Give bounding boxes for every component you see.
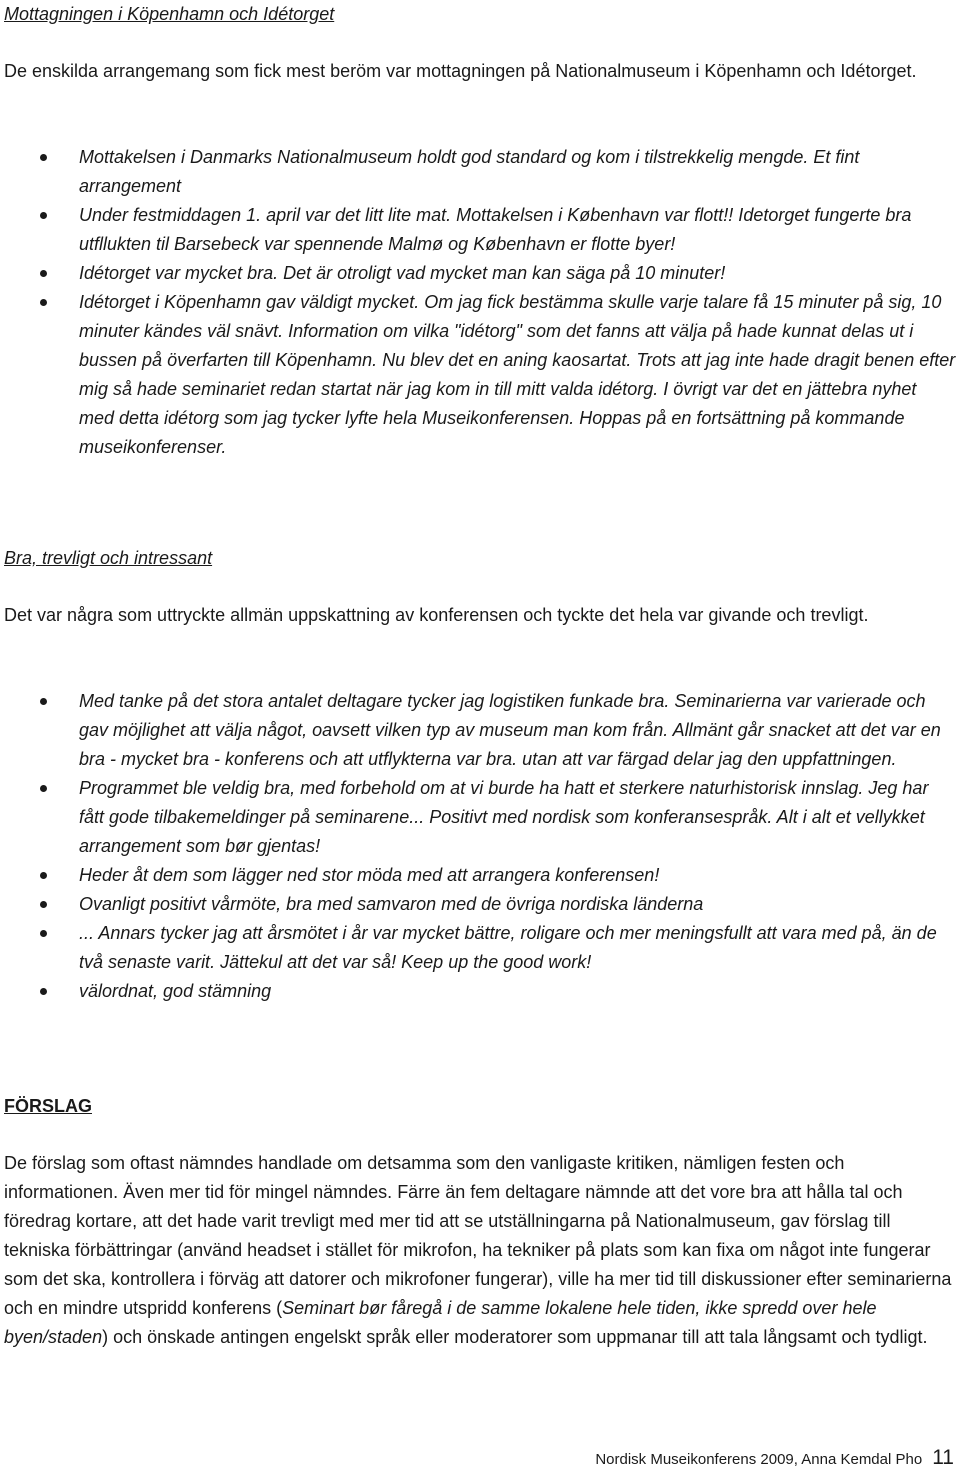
bullet-icon	[40, 785, 47, 792]
bullet-icon	[40, 270, 47, 277]
bullet-icon	[40, 299, 47, 306]
italic-quote: Seminart bør fåregå i de samme lokalene hele tiden, ikke spredd over hele byen/staden	[4, 1298, 877, 1347]
list-item: Idétorget i Köpenhamn gav väldigt mycket. Om jag fick bestämma skulle varje talare få 15 minuter på sig, 10 minuter kändes väl snävt. Information om vilka "idétorg" som det fanns att välja på hade kunnat delas ut i bussen på överfarten till Köpenhamn. Nu blev det en aning kaosartat. Trots att jag inte hade dragit benen efter mig så hade seminariet redan startat när jag kom in till mitt valda idétorg. I övrigt var det en jättebra nyhet med detta idétorg som jag tycker lyfte hela Museikonferensen. Hoppas på en fortsättning på kommande museikonferenser.	[0, 288, 956, 462]
list-item: Idétorget var mycket bra. Det är otroligt vad mycket man kan säga på 10 minuter!	[0, 259, 956, 288]
page-footer	[595, 1446, 954, 1470]
section-heading-suggestions: FÖRSLAG	[4, 1096, 92, 1116]
list-item: Mottakelsen i Danmarks Nationalmuseum holdt god standard og kom i tilstrekkelig mengde. Et fint arrangement	[0, 143, 956, 201]
bullet-icon	[40, 698, 47, 705]
bullet-list-appreciation	[0, 687, 956, 1006]
bullet-list-reception	[0, 143, 956, 462]
page-number: 11	[932, 1446, 954, 1469]
section-heading-reception: Mottagningen i Köpenhamn och Idétorget	[4, 4, 335, 24]
section-intro-reception: De enskilda arrangemang som fick mest beröm var mottagningen på Nationalmuseum i Köpenhamn och Idétorget.	[4, 61, 917, 81]
list-item: Med tanke på det stora antalet deltagare tycker jag logistiken funkade bra. Seminarierna var varierade och gav möjlighet att välja något, oavsett vilken typ av museum man kom från. Allmänt går snacket att det var en bra - mycket bra - konferens och att utflykterna var bra. utan att var färgad delar jag den uppfattningen.	[0, 687, 956, 774]
section-body-suggestions: De förslag som oftast nämndes handlade om detsamma som den vanligaste kritiken, nämligen festen och informationen. Även mer tid för mingel nämndes. Färre än fem deltagare nämnde att det vore bra att hålla tal och föredrag kortare, att det hade varit trevligt med mer tid att se utställningarna på Nationalmuseum, gav förslag till tekniska förbättringar (använd headset i stället för mikrofon, ha tekniker på plats som kan fixa om något inte fungerar som det ska, kontrollera i förväg att datorer och mikrofoner fungerar), ville ha mer tid till diskussioner efter seminarierna och en mindre utspridd konferens (Seminart bør fåregå i de samme lokalene hele tiden, ikke spredd over hele byen/staden) och önskade antingen engelskt språk eller moderatorer som uppmanar till att tala långsamt och tydligt.	[4, 1153, 952, 1347]
bullet-icon	[40, 901, 47, 908]
list-item: Programmet ble veldig bra, med forbehold om at vi burde ha hatt et sterkere naturhistorisk innslag. Jeg har fått gode tilbakemeldinger på seminarene... Positivt med nordisk som konferansespråk. Alt i alt et vellykket arrangement som bør gjentas!	[0, 774, 956, 861]
bullet-icon	[40, 988, 47, 995]
bullet-icon	[40, 212, 47, 219]
list-item: ... Annars tycker jag att årsmötet i år var mycket bättre, roligare och mer meningsfullt att vara med på, än de två senaste varit. Jättekul att det var så! Keep up the good work!	[0, 919, 956, 977]
list-item: välordnat, god stämning	[0, 977, 956, 1006]
bullet-icon	[40, 154, 47, 161]
bullet-icon	[40, 930, 47, 937]
bullet-icon	[40, 872, 47, 879]
section-heading-appreciation: Bra, trevligt och intressant	[4, 548, 213, 568]
section-intro-appreciation: Det var några som uttryckte allmän uppskattning av konferensen och tyckte det hela var givande och trevligt.	[4, 605, 869, 625]
footer-text: Nordisk Museikonferens 2009, Anna Kemdal Pho	[595, 1451, 923, 1468]
list-item: Heder åt dem som lägger ned stor möda med att arrangera konferensen!	[0, 861, 956, 890]
list-item: Under festmiddagen 1. april var det litt lite mat. Mottakelsen i København var flott!! Idetorget fungerte bra utfllukten til Barsebeck var spennende Malmø og København er flotte byer!	[0, 201, 956, 259]
list-item: Ovanligt positivt vårmöte, bra med samvaron med de övriga nordiska länderna	[0, 890, 956, 919]
